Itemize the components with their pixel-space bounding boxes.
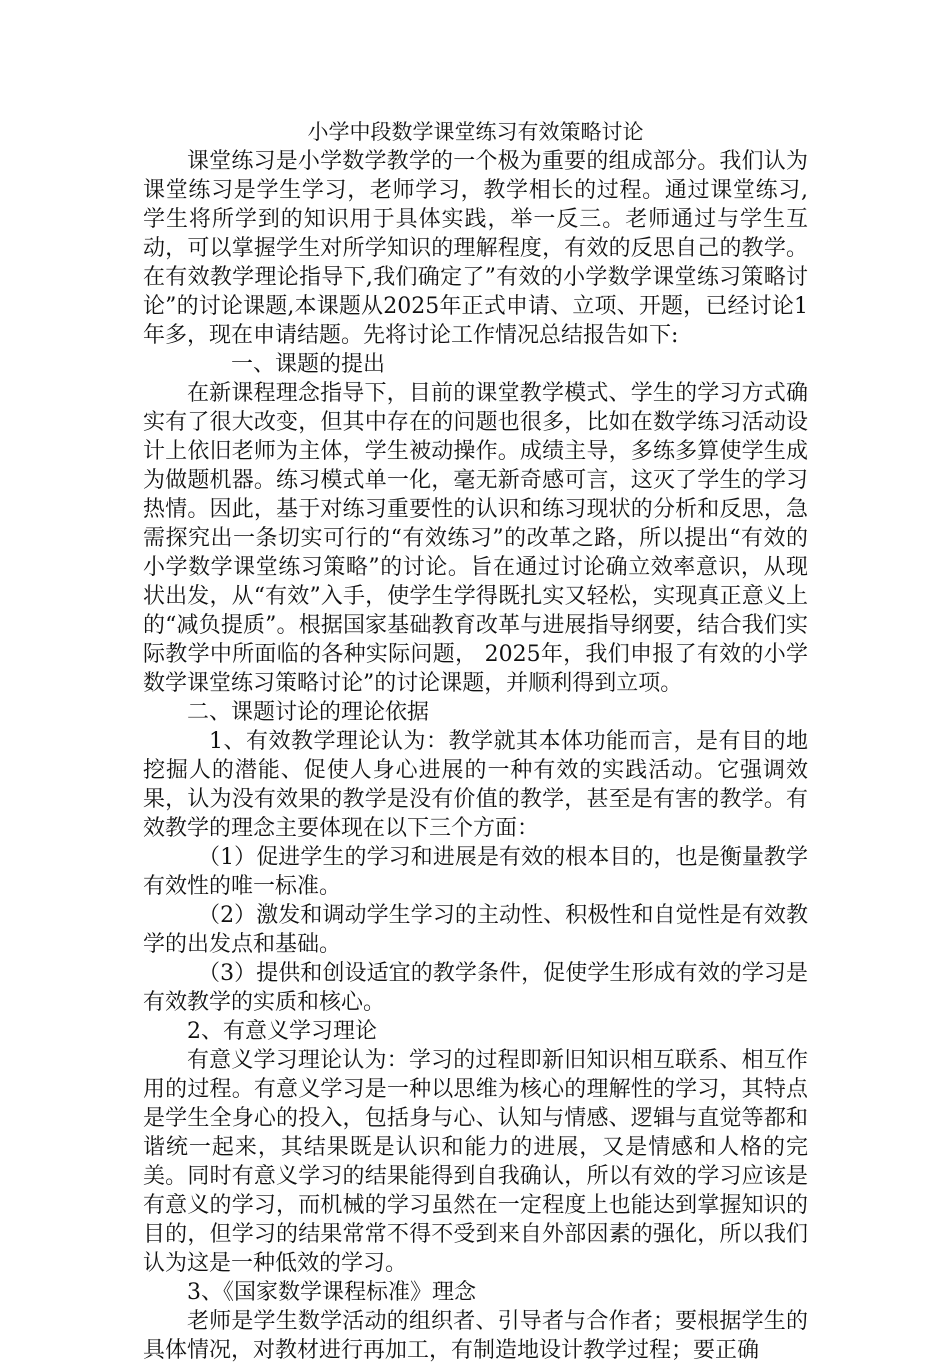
theory2-paragraph: 有意义学习理论认为：学习的过程即新旧知识相互联系、相互作用的过程。有意义学习是一种以思维为核心的理解性的学习，其特点是学生全身心的投入，包括身与心、认知与情感、逻辑与直觉等都和谐统一起来，其结果既是认识和能力的进展，又是情感和人格的完美。同时有意义学习的结果能得到自我确认，所以有效的学习应该是有意义的学习，而机械的学习虽然在一定程度上也能达到掌握知识的目的，但学习的结果常常不得不受到来自外部因素的强化，所以我们认为这是一种低效的学习。 bbox=[143, 1048, 808, 1276]
section1-paragraph: 在新课程理念指导下，目前的课堂教学模式、学生的学习方式确实有了很大改变，但其中存在的问题也很多，比如在数学练习活动设计上依旧老师为主体，学生被动操作。成绩主导，多练多算使学生成为做题机器。练习模式单一化，毫无新奇感可言，这灭了学生的学习热情。因此，基于对练习重要性的认识和练习现状的分析和反思，急需探究出一条切实可行的“有效练习”的改革之路，所以提出“有效的小学数学课堂练习策略”的讨论。旨在通过讨论确立效率意识，从现状出发，从“有效”入手，使学生学得既扎实又轻松，实现真正意义上的“减负提质”。根据国家基础教育改革与进展指导纲要，结合我们实际教学中所面临的各种实际问题， 2025年，我们申报了有效的小学数学课堂练习策略讨论”的讨论课题，并顺利得到立项。 bbox=[143, 381, 808, 696]
intro-paragraph: 课堂练习是小学数学教学的一个极为重要的组成部分。我们认为课堂练习是学生学习，老师学习，教学相长的过程。通过课堂练习,学生将所学到的知识用于具体实践，举一反三。老师通过与学生互动，可以掌握学生对所学知识的理解程度，有效的反思自己的教学。在有效教学理论指导下,我们确定了”有效的小学数学课堂练习策略讨论”的讨论课题,本课题从2025年正式申请、立项、开题，已经讨论1年多，现在申请结题。先将讨论工作情况总结报告如下: bbox=[143, 149, 808, 348]
section1-heading: 一、课题的提出 bbox=[231, 352, 386, 377]
theory1-point1: （1）促进学生的学习和进展是有效的根本目的，也是衡量教学有效性的唯一标准。 bbox=[143, 845, 808, 899]
theory3-heading: 3、《国家数学课程标准》理念 bbox=[187, 1280, 476, 1305]
theory1-paragraph: 1、有效教学理论认为：教学就其本体功能而言，是有目的地挖掘人的潜能、促使人身心进展的一种有效的实践活动。它强调效果，认为没有效果的教学是没有价值的教学，甚至是有害的教学。有效教学的理念主要体现在以下三个方面： bbox=[143, 729, 808, 841]
document-title: 小学中段数学课堂练习有效策略讨论 bbox=[307, 120, 644, 144]
theory3-paragraph: 老师是学生数学活动的组织者、引导者与合作者；要根据学生的具体情况，对教材进行再加工，有制造地设计教学过程；要正确 bbox=[143, 1309, 808, 1363]
theory1-point3: （3）提供和创设适宜的教学条件，促使学生形成有效的学习是有效教学的实质和核心。 bbox=[143, 961, 808, 1015]
section2-heading: 二、课题讨论的理论依据 bbox=[187, 700, 430, 725]
theory1-point2: （2）激发和调动学生学习的主动性、积极性和自觉性是有效教学的出发点和基础。 bbox=[143, 903, 808, 957]
document-page bbox=[143, 118, 808, 1365]
theory2-heading: 2、有意义学习理论 bbox=[187, 1019, 377, 1044]
